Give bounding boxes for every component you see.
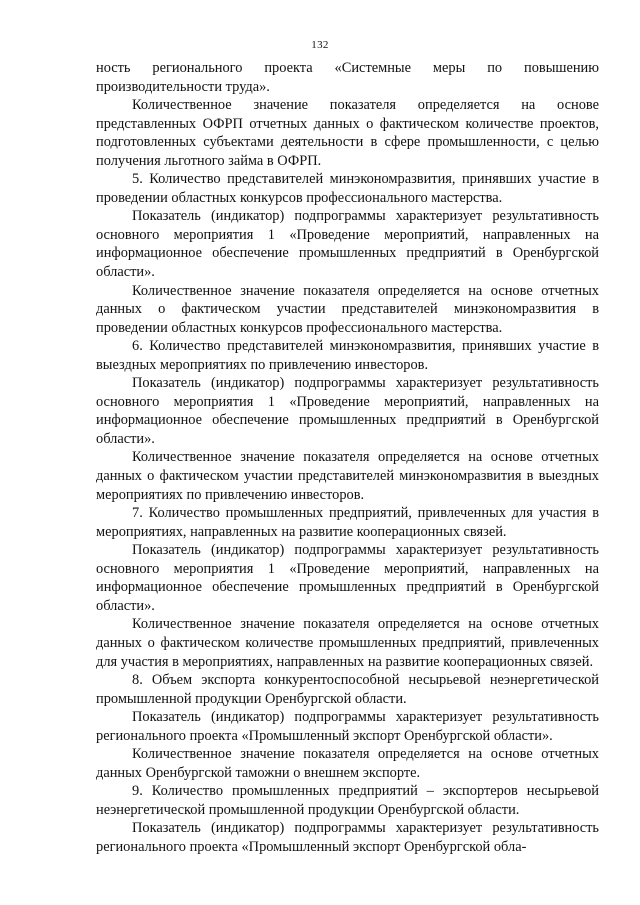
paragraph: Количественное значение показателя определяется на основе отчетных данных о фактическом участии представителей минэкономразвития в выездных мероприятиях по привлечению инвесторов. xyxy=(96,449,599,503)
paragraph: 6. Количество представителей минэкономразвития, принявших участие в выездных мероприятиях по привлечению инвесторов. xyxy=(96,338,599,373)
paragraph: Показатель (индикатор) подпрограммы характеризует результативность регионального проекта «Промышленный экспорт Оренбургской обла- xyxy=(96,820,599,855)
paragraph: 7. Количество промышленных предприятий, привлеченных для участия в мероприятиях, направленных на развитие кооперационных связей. xyxy=(96,505,599,540)
paragraph: Показатель (индикатор) подпрограммы характеризует результативность основного мероприятия 1 «Проведение мероприятий, направленных на информационное обеспечение промышленных предприятий в Оренбургской области». xyxy=(96,208,599,281)
paragraph: Количественное значение показателя определяется на основе отчетных данных о фактическом участии представителей минэкономразвития в проведении областных конкурсов профессионального мастерства. xyxy=(96,282,599,336)
paragraph: Показатель (индикатор) подпрограммы характеризует результативность основного мероприятия 1 «Проведение мероприятий, направленных на информационное обеспечение промышленных предприятий в Оренбургской области». xyxy=(96,542,599,614)
paragraph: Количественное значение показателя определяется на основе представленных ОФРП отчетных данных о фактическом количестве проектов, подготовленных субъектами деятельности в сфере промышленности, с целью получения льготного займа в ОФРП. xyxy=(96,97,599,169)
paragraph: Показатель (индикатор) подпрограммы характеризует результативность основного мероприятия 1 «Проведение мероприятий, направленных на информационное обеспечение промышленных предприятий в Оренбургской области». xyxy=(96,375,599,447)
paragraph: 9. Количество промышленных предприятий – экспортеров несырьевой неэнергетической промышленной продукции Оренбургской области. xyxy=(96,783,599,818)
body-text xyxy=(96,59,599,857)
paragraph: Количественное значение показателя определяется на основе отчетных данных о фактическом количестве промышленных предприятий, привлеченных для участия в мероприятиях, направленных на развитие кооперационных связей. xyxy=(96,616,599,670)
paragraph: Количественное значение показателя определяется на основе отчетных данных Оренбургской таможни о внешнем экспорте. xyxy=(96,746,599,781)
paragraph: 8. Объем экспорта конкурентоспособной несырьевой неэнергетической промышленной продукции Оренбургской области. xyxy=(96,672,599,707)
paragraph: Показатель (индикатор) подпрограммы характеризует результативность регионального проекта «Промышленный экспорт Оренбургской области». xyxy=(96,709,599,744)
paragraph: 5. Количество представителей минэкономразвития, принявших участие в проведении областных конкурсов профессионального мастерства. xyxy=(96,171,599,206)
page-number: 132 xyxy=(311,39,329,51)
paragraph: ность регионального проекта «Системные меры по повышению производительности труда». xyxy=(96,60,599,95)
